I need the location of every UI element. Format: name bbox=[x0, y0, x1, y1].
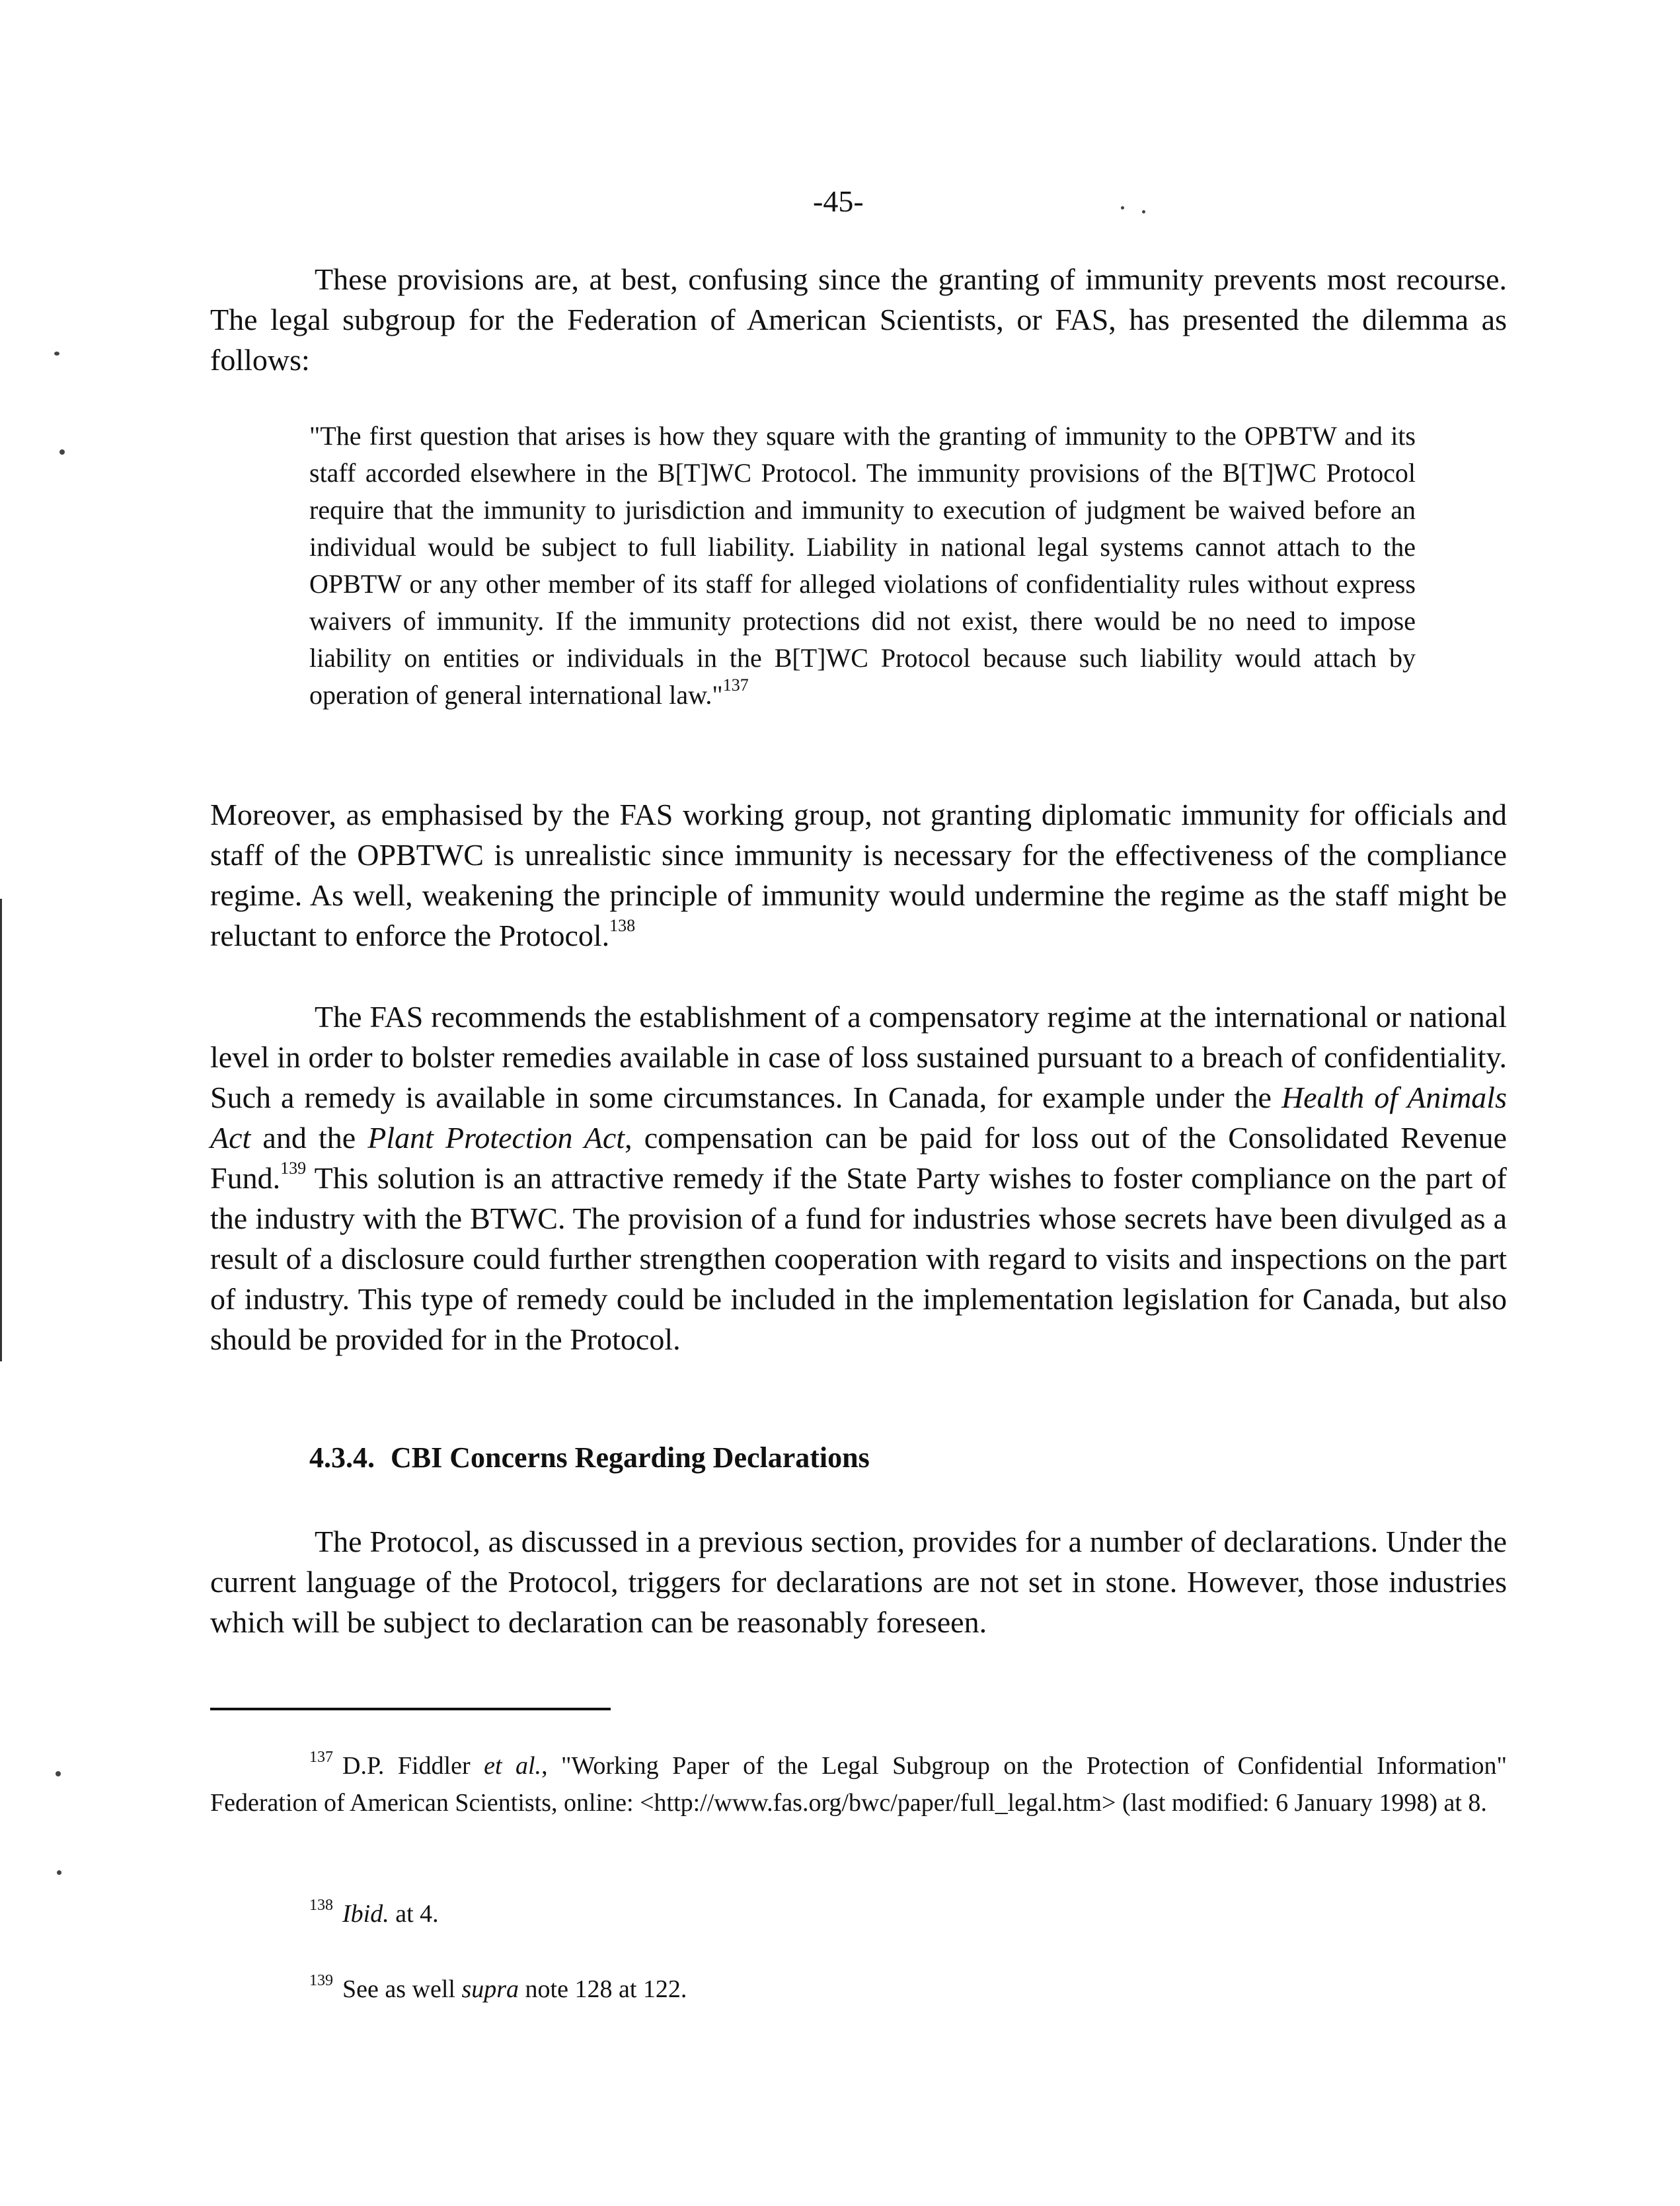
footnote-author: D.P. Fiddler bbox=[342, 1752, 484, 1780]
footnote-separator bbox=[210, 1708, 611, 1710]
footnote-supra: supra bbox=[461, 1975, 519, 2003]
footnote-text: at 4. bbox=[389, 1900, 439, 1928]
paragraph-compensation-text-4: This solution is an attractive remedy if the State Party wishes to foster compliance on the part of the industry with the BTWC. The provision of a fund for industries whose secrets have been divulged as a result of a disclosure could further strengthen cooperation with regard to visits and inspections on the part of industry. This type of remedy could be included in the implementation legislation for Canada, but also should be provided for in the Protocol. bbox=[210, 1161, 1507, 1356]
footnote-ref-138: 138 bbox=[609, 915, 636, 935]
footnote-etal: et al. bbox=[484, 1752, 542, 1780]
paragraph-intro-text: These provisions are, at best, confusing since the granting of immunity prevents most recourse. The legal subgroup for the Federation of American Scientists, or FAS, has presented the dilemma as follows: bbox=[210, 262, 1507, 377]
paragraph-moreover-text: Moreover, as emphasised by the FAS working group, not granting diplomatic immunity for officials and staff of the OPBTWC is unrealistic since immunity is necessary for the effectiveness of the compliance regime. As well, weakening the principle of immunity would undermine the regime as the staff might be reluctant to enforce the Protocol. bbox=[210, 798, 1507, 952]
scan-speck bbox=[57, 1870, 61, 1875]
block-quote bbox=[309, 418, 1416, 714]
paragraph-declarations-text: The Protocol, as discussed in a previous section, provides for a number of declarations. Under the current language of the Protocol, triggers for declarations are not set in stone. However, those industries which will be subject to declaration can be reasonably foreseen. bbox=[210, 1525, 1507, 1639]
paragraph-compensation bbox=[210, 997, 1507, 1359]
scan-speck bbox=[54, 352, 59, 356]
footnote-text: note 128 at 122. bbox=[519, 1975, 687, 2003]
scan-edge-line bbox=[0, 899, 2, 1361]
footnote-text: , "Working Paper of the Legal Subgroup on the Protection of Confidential Information" Federation of American Scientists, online: <http://www.fas.org/bwc/paper/full_legal.htm> (last modified: 6 January 1998) at 8. bbox=[210, 1752, 1507, 1817]
footnote-ref-137: 137 bbox=[722, 675, 749, 695]
paragraph-compensation-text-3: , compensation can be paid for loss out of the Consolidated Revenue Fund. bbox=[210, 1121, 1507, 1195]
scan-speck bbox=[1121, 206, 1124, 209]
paragraph-moreover bbox=[210, 794, 1507, 956]
health-of-animals-act: Health of Animals Act bbox=[210, 1081, 1507, 1155]
scan-speck bbox=[59, 449, 65, 455]
page-number: -45- bbox=[813, 184, 864, 218]
plant-protection-act: Plant Protection Act bbox=[367, 1121, 625, 1155]
section-heading bbox=[309, 1441, 870, 1474]
footnote-number: 139 bbox=[309, 1972, 333, 1990]
footnote-number: 138 bbox=[309, 1897, 333, 1915]
footnote-number: 137 bbox=[309, 1749, 333, 1767]
paragraph-declarations bbox=[210, 1521, 1507, 1642]
block-quote-text: "The first question that arises is how they square with the granting of immunity to the OPBTW and its staff accorded elsewhere in the B[T]WC Protocol. The immunity provisions of the B[T]WC Protocol require that the immunity to jurisdiction and immunity to execution of judgment be waived before an individual would be subject to full liability. Liability in national legal systems cannot attach to the OPBTW or any other member of its staff for alleged violations of confidentiality rules without express waivers of immunity. If the immunity protections did not exist, there would be no need to impose liability on entities or individuals in the B[T]WC Protocol because such liability would attach by operation of general international law." bbox=[309, 421, 1416, 710]
paragraph-compensation-text-2: and the bbox=[250, 1121, 368, 1155]
section-number: 4.3.4. bbox=[309, 1441, 375, 1474]
footnote-137 bbox=[210, 1747, 1507, 1821]
footnote-138 bbox=[210, 1895, 1507, 1932]
footnote-text-pre: See as well bbox=[342, 1975, 462, 2003]
section-title: CBI Concerns Regarding Declarations bbox=[391, 1441, 870, 1474]
footnote-139 bbox=[210, 1971, 1507, 2008]
footnote-ibid: Ibid. bbox=[342, 1900, 389, 1928]
scan-speck bbox=[56, 1771, 61, 1776]
scan-speck bbox=[1142, 210, 1145, 213]
paragraph-intro bbox=[210, 259, 1507, 380]
footnote-ref-139: 139 bbox=[280, 1158, 307, 1178]
paragraph-compensation-text-1: The FAS recommends the establishment of a compensatory regime at the international or national level in order to bolster remedies available in case of loss sustained pursuant to a breach of confidentiality. Such a remedy is available in some circumstances. In Canada, for example under the bbox=[210, 1000, 1507, 1114]
